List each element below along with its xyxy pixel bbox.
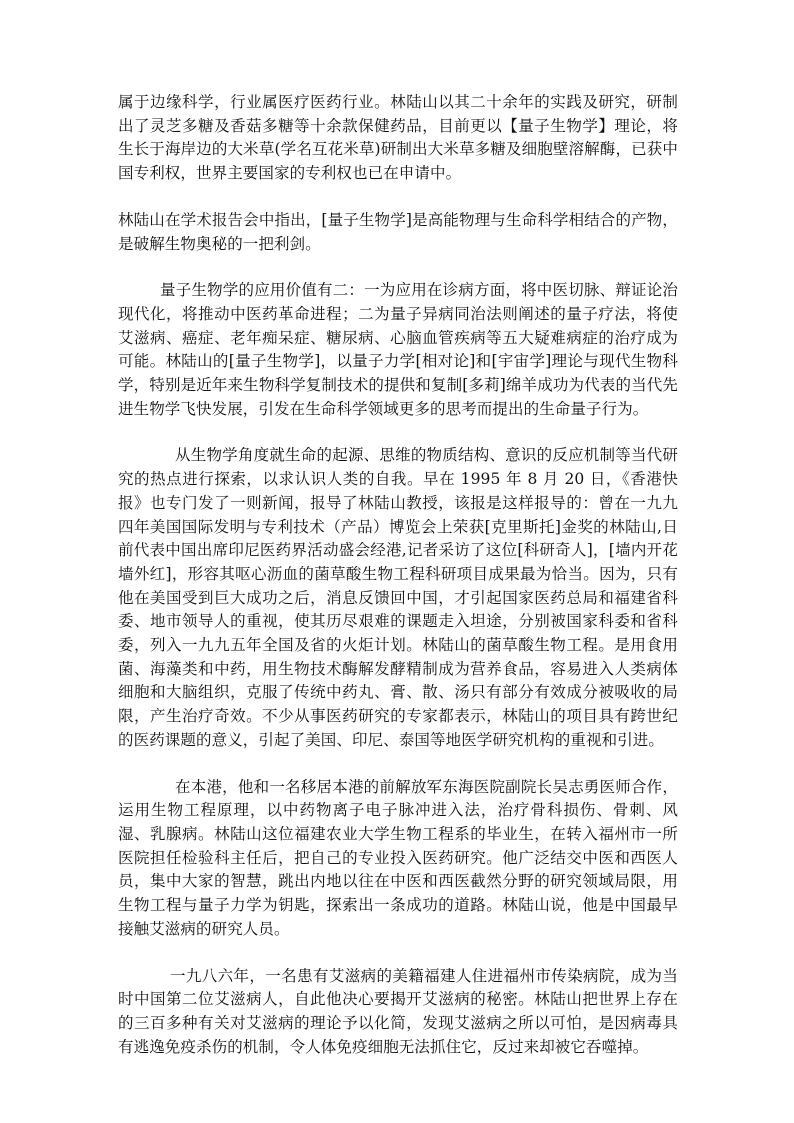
paragraph-2: 林陆山在学术报告会中指出，[量子生物学]是高能物理与生命科学相结合的产物，是破解生物奥秘的一把利剑。 <box>118 210 678 253</box>
paragraph-1: 属于边缘科学，行业属医疗医药行业。林陆山以其二十余年的实践及研究，研制出了灵芝多糖及香菇多糖等十余款保健药品，目前更以【量子生物学】理论，将生长于海岸边的大米草(学名互花米草)研制出大米草多糖及细胞壁溶解酶，已获中国专利权，世界主要国家的专利权也已在申请中。 <box>118 93 678 183</box>
paragraph-4: 从生物学角度就生命的起源、思维的物质结构、意识的反应机制等当代研究的热点进行探索，以求认识人类的自我。早在 1995 年 8 月 20 日，《香港快报》也专门发了一则新闻，报导了林陆山教授，该报是这样报导的：曾在一九九四年美国国际发明与专利技术（产品）博览会上荣获[克里斯托]金奖的林陆山,日前代表中国出席印尼医药界活动盛会经港,记者采访了这位[科研奇人]，[墙内开花墙外红]，形容其呕心沥血的菌草酸生物工程科研项目成果最为恰当。因为，只有他在美国受到巨大成功之后，消息反馈回中国，才引起国家医药总局和福建省科委、地市领导人的重视，使其历尽艰难的课题走入坦途，分别被国家科委和省科委，列入一九九五年全国及省的火炬计划。林陆山的菌草酸生物工程。是用食用菌、海藻类和中药，用生物技术酶解发酵精制成为营养食品，容易进入人类病体细胞和大脑组织，克服了传统中药丸、膏、散、汤只有部分有效成分被吸收的局限，产生治疗奇效。不少从事医药研究的专家都表示，林陆山的项目具有跨世纪的医药课题的意义，引起了美国、印尼、泰国等地医学研究机构的重视和引进。 <box>118 446 678 749</box>
paragraph-3: 量子生物学的应用价值有二：一为应用在诊病方面，将中医切脉、辩证论治现代化，将推动中医药革命进程；二为量子异病同治法则阐述的量子疗法，将使艾滋病、癌症、老年痴呆症、糖尿病、心脑血管疾病等五大疑难病症的治疗成为可能。林陆山的[量子生物学]，以量子力学[相对论]和[宇宙学]理论与现代生物科学，特别是近年来生物科学复制技术的提供和复制[多莉]绵羊成功为代表的当代先进生物学飞快发展，引发在生命科学领域更多的思考而提出的生命量子行为。 <box>118 281 678 418</box>
paragraph-5: 在本港，他和一名移居本港的前解放军东海医院副院长吴志勇医师合作，运用生物工程原理，以中药物离子电子脉冲进入法，治疗骨科损伤、骨刺、风湿、乳腺病。林陆山这位福建农业大学生物工程系的毕业生，在转入福州市一所医院担任检验科主任后，把自己的专业投入医药研究。他广泛结交中医和西医人员，集中大家的智慧，跳出内地以往在中医和西医截然分野的研究领域局限，用生物工程与量子力学为钥匙，探索出一条成功的道路。林陆山说，他是中国最早接触艾滋病的研究人员。 <box>118 777 678 938</box>
paragraph-6: 一九八六年，一名患有艾滋病的美籍福建人住进福州市传染病院，成为当时中国第二位艾滋病人，自此他决心要揭开艾滋病的秘密。林陆山把世界上存在的三百多种有关对艾滋病的理论予以化简，发现艾滋病之所以可怕，是因病毒具有逃逸免疫杀伤的机制，令人体免疫细胞无法抓住它，反过来却被它吞噬掉。 <box>118 966 678 1056</box>
document-page <box>118 91 678 1082</box>
